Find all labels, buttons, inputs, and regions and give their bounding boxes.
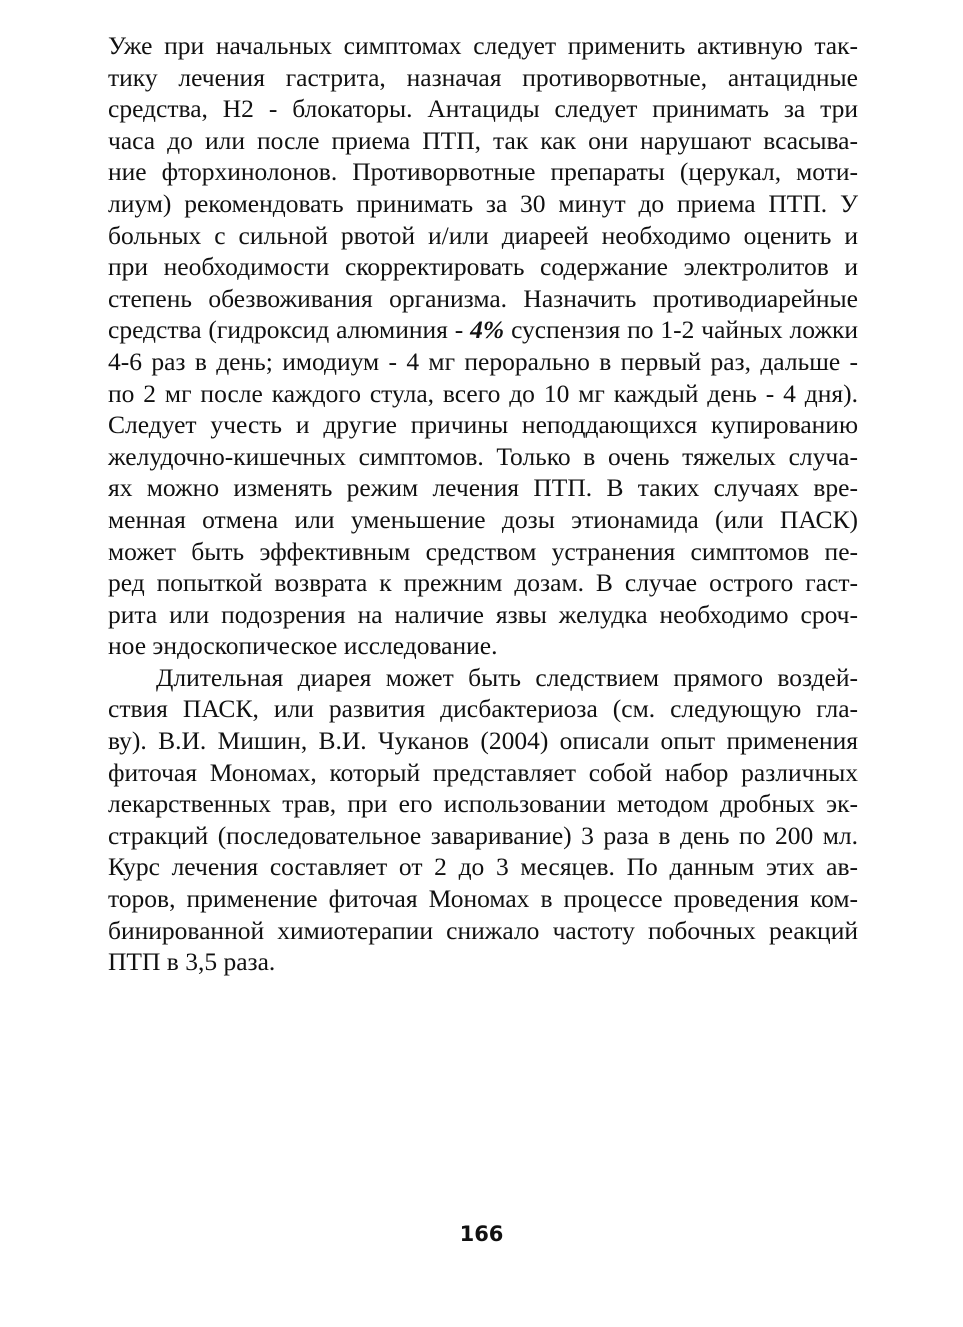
text-line: по 2 мг после каждого стула, всего до 10 мг каждый день - 4 дня). (108, 378, 858, 408)
text-line: средства, Н2 - блокаторы. Антациды следует принимать за три (108, 94, 858, 124)
text-segment: суспензия по 1-2 чайных ложки (504, 315, 858, 345)
text-line: ях можно изменять режим лечения ПТП. В таких случаях вре- (108, 473, 858, 503)
text-line: больных с сильной рвотой и/или диареей необходимо оценить и (108, 220, 858, 250)
text-line: лиум) рекомендовать принимать за 30 минут до приема ПТП. У (108, 188, 858, 218)
text-line: Уже при начальных симптомах следует применить активную так- (108, 31, 858, 60)
text-line: степень обезвоживания организма. Назначить противодиарейные (108, 283, 858, 313)
paragraph-2 (108, 662, 858, 978)
text-line: торов, применение фиточая Мономах в процессе проведения ком- (108, 884, 858, 914)
text-line-with-emphasis (108, 314, 858, 346)
text-line: менная отмена или уменьшение дозы этионамида (или ПАСК) (108, 504, 858, 534)
text-line: Следует учесть и другие причины неподдающихся купированию (108, 410, 858, 440)
text-line: ПТП в 3,5 раза. (108, 947, 276, 977)
text-segment: средства (гидроксид алюминия - (108, 315, 471, 345)
text-line: ние фторхинолонов. Противорвотные препараты (церукал, моти- (108, 157, 858, 187)
text-line: Длительная диарея может быть следствием прямого воздей- (156, 662, 858, 692)
text-line: бинированной химиотерапии снижало частоту побочных реакций (108, 915, 858, 945)
page-body (108, 30, 858, 978)
text-line: 4-6 раз в день; имодиум - 4 мг перорально в первый раз, дальше - (108, 346, 858, 376)
text-line: Курс лечения составляет от 2 до 3 месяцев. По данным этих ав- (108, 852, 858, 882)
text-line: ствия ПАСК, или развития дисбактериоза (см. следующую гла- (108, 694, 858, 724)
text-line: тику лечения гастрита, назначая противорвотные, антацидные (108, 62, 858, 92)
page-number: 166 (459, 1222, 504, 1246)
text-line: ред попыткой возврата к прежним дозам. В случае острого гаст- (108, 568, 858, 598)
paragraph-1 (108, 30, 858, 662)
text-line: фиточая Мономах, который представляет собой набор различных (108, 757, 858, 787)
text-line: лекарственных трав, при его использовании методом дробных эк- (108, 789, 858, 819)
text-line: рита или подозрения на наличие язвы желудка необходимо сроч- (108, 599, 858, 629)
text-line: может быть эффективным средством устранения симптомов пе- (108, 536, 858, 566)
text-line: часа до или после приема ПТП, так как они нарушают всасыва- (108, 125, 858, 155)
text-line: желудочно-кишечных симптомов. Только в очень тяжелых случа- (108, 441, 858, 471)
text-line: ву). В.И. Мишин, В.И. Чуканов (2004) описали опыт применения (108, 726, 858, 756)
text-line: при необходимости скорректировать содержание электролитов и (108, 252, 858, 282)
text-line: стракций (последовательное заваривание) 3 раза в день по 200 мл. (108, 820, 858, 850)
text-line: ное эндоскопическое исследование. (108, 631, 498, 661)
emphasis-percent: 4% (470, 315, 505, 345)
